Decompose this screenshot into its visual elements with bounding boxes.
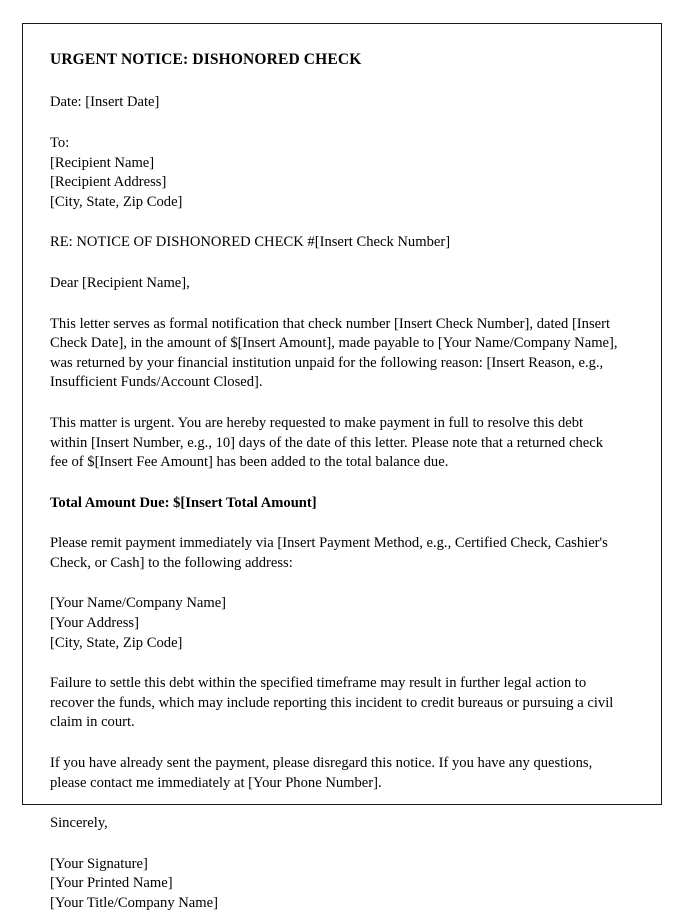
subject-line: RE: NOTICE OF DISHONORED CHECK #[Insert Check Number] [50, 234, 451, 251]
remit-address: [Your Address] [50, 615, 139, 632]
remit-address-block [50, 594, 620, 653]
paragraph-urgency: This matter is urgent. You are hereby requested to make payment in full to resolve this debt within [Insert Number, e.g., 10] days of the date of this letter. Please note that a returned check fee of $[Insert Fee Amount] has been added to the total balance due. [50, 414, 603, 471]
remit-name: [Your Name/Company Name] [50, 595, 227, 612]
printed-name: [Your Printed Name] [50, 875, 173, 892]
recipient-name: [Recipient Name] [50, 154, 155, 171]
closing: Sincerely, [50, 815, 108, 832]
document-page [22, 23, 662, 911]
signature-block [50, 855, 620, 914]
signature-line: [Your Signature] [50, 855, 148, 872]
recipient-city-state-zip: [City, State, Zip Code] [50, 193, 183, 210]
paragraph-disregard: If you have already sent the payment, please disregard this notice. If you have any questions, please contact me immediately at [Your Phone Number]. [50, 755, 593, 791]
title-company: [Your Title/Company Name] [50, 895, 218, 911]
document-body [23, 24, 661, 914]
page-title: URGENT NOTICE: DISHONORED CHECK [50, 51, 362, 68]
remit-city-state-zip: [City, State, Zip Code] [50, 634, 183, 651]
paragraph-remit: Please remit payment immediately via [Insert Payment Method, e.g., Certified Check, Cashier's Check, or Cash] to the following address: [50, 535, 608, 571]
recipient-label: To: [50, 134, 70, 151]
paragraph-notification: This letter serves as formal notification that check number [Insert Check Number], dated [Insert Check Date], in the amount of $[Insert Amount], made payable to [Your Name/Company Name], was returned by your financial institution unpaid for the following reason: [Insert Reason, e.g., Insufficient Funds/Account Closed]. [50, 315, 618, 391]
total-amount-due: Total Amount Due: $[Insert Total Amount] [50, 494, 317, 511]
date-line: Date: [Insert Date] [50, 94, 160, 111]
recipient-address-block [50, 134, 620, 212]
paragraph-failure: Failure to settle this debt within the specified timeframe may result in further legal action to recover the funds, which may include reporting this incident to credit bureaus or pursuing a civil claim in court. [50, 675, 614, 731]
recipient-address: [Recipient Address] [50, 174, 167, 191]
salutation: Dear [Recipient Name], [50, 274, 190, 291]
